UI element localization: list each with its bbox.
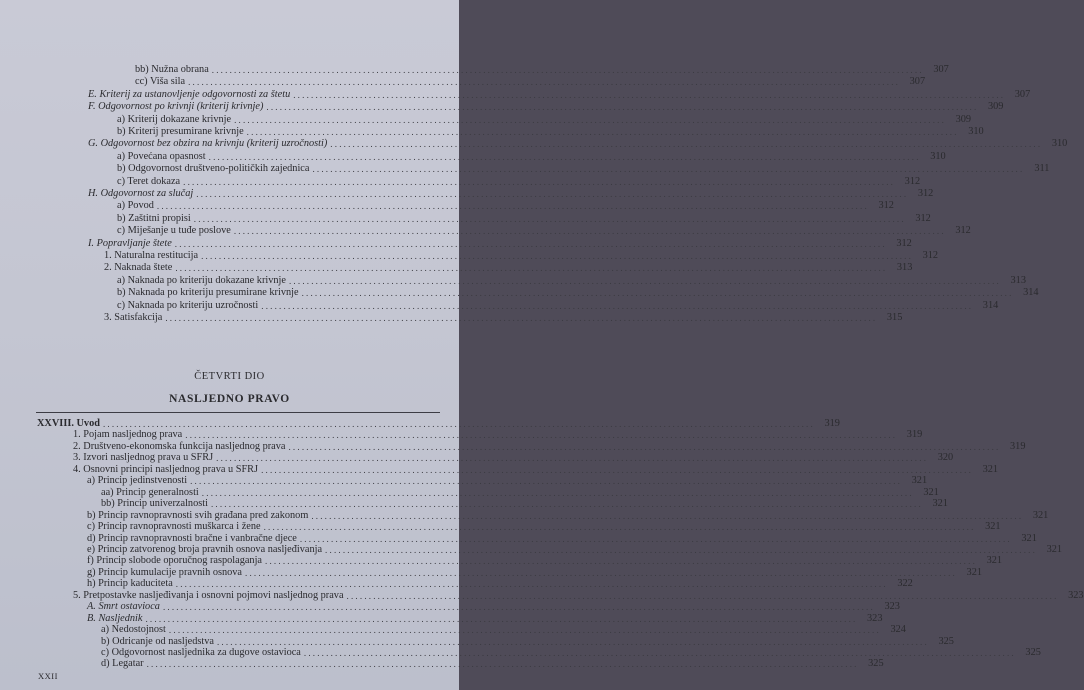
dot-leader: ................................................................................................................................................................ [288,275,1001,286]
dot-leader: ................................................................................................................................................................ [325,544,1038,555]
dot-leader: ................................................................................................................................................................ [234,114,947,125]
toc-entry-title: 1. Naturalna restitucija [104,250,199,261]
toc-entry-page: 312 [922,250,939,261]
toc-entry-title: 2. Društveno-ekonomska funkcija nasljednog prava [73,440,286,452]
toc-entry-page: 321 [911,475,928,487]
toc-entry-title: I. Popravljanje štete [88,237,172,249]
toc-entry-title: c) Princip ravnopravnosti muškarca i žene [87,521,261,533]
toc-entry [117,175,921,188]
toc-entry [87,543,1063,556]
toc-entry [117,225,971,237]
toc-entry [117,126,984,138]
toc-entry [73,463,999,476]
toc-entry [87,509,1049,522]
dot-leader: ................................................................................................................................................................ [288,441,1001,452]
dot-leader: ................................................................................................................................................................ [156,201,869,212]
dot-leader: ................................................................................................................................................................ [208,151,921,162]
toc-entry [87,475,928,487]
part-title: NASLJEDNO PRAVO [169,393,290,405]
dot-leader: ................................................................................................................................................................ [301,288,1014,299]
toc-entry [135,64,949,76]
dot-leader: ................................................................................................................................................................ [265,556,978,567]
dot-leader: ................................................................................................................................................................ [266,102,979,113]
toc-entry [87,612,883,625]
toc-entry [73,440,1026,453]
toc-entry-page: 312 [915,212,931,224]
dot-leader: ................................................................................................................................................................ [233,226,946,237]
toc-entry [87,601,900,613]
toc-entry-title: e) Princip zatvorenog broja pravnih osnova nasljeđivanja [87,543,323,555]
toc-entry [104,262,913,274]
dot-leader: ................................................................................................................................................................ [245,567,957,578]
toc-entry [117,212,931,225]
toc-entry-title: c) Teret dokaza [117,175,181,187]
toc-entry [101,624,906,636]
dot-leader: ................................................................................................................................................................ [303,648,1016,658]
toc-entry-page: 321 [1032,509,1049,521]
toc-entry-page: 307 [1014,88,1031,100]
toc-entry-title: A. Smrt ostavioca [87,601,160,613]
toc-entry-page: 321 [923,486,939,498]
footer-page-number: XXII [38,671,58,681]
heading-rule [36,412,440,413]
toc-entry-page: 321 [986,555,1003,567]
toc-entry-title: XXVIII. Uvod [37,418,100,429]
toc-entry-page: 313 [1010,274,1026,286]
toc-entry-title: g) Princip kumulacije pravnih osnova [87,566,242,578]
toc-entry [117,274,1026,287]
toc-entry-title: G. Odgovornost bez obzira na krivnju (kriterij uzročnosti) [88,138,328,150]
dot-leader: ................................................................................................................................................................ [216,636,929,647]
toc-entry-page: 319 [906,429,923,441]
dot-leader: ................................................................................................................................................................ [165,313,878,323]
toc-entry-page: 313 [896,262,913,274]
toc-entry-title: 3. Satisfakcija [104,312,163,323]
toc-entry-title: 5. Pretpostavke nasljeđivanja i osnovni pojmovi nasljednog prava [73,589,344,601]
toc-entry [88,101,1004,113]
dot-leader: ................................................................................................................................................................ [190,476,903,487]
toc-entry [117,163,1050,175]
toc-entry-title: a) Povod [117,200,154,212]
dot-leader: ................................................................................................................................................................ [201,487,914,498]
toc-entry-title: d) Legatar [101,658,144,670]
dot-leader: ................................................................................................................................................................ [175,579,888,590]
toc-entry-page: 325 [938,635,954,647]
dot-leader: ................................................................................................................................................................ [183,176,896,187]
toc-entry [87,555,1003,567]
dot-leader: ................................................................................................................................................................ [261,464,974,475]
toc-entry-page: 323 [1068,589,1084,601]
dot-leader: ................................................................................................................................................................ [246,127,959,137]
part-heading: ČETVRTI DIO [194,371,265,382]
toc-entry-page: 310 [1051,138,1068,150]
toc-entry-title: d) Princip ravnopravnosti bračne i vanbračne djece [87,532,297,544]
toc-entry-page: 321 [982,463,999,475]
toc-entry-page: 324 [890,624,906,636]
toc-entry-page: 319 [1010,440,1026,452]
toc-entry [73,589,1084,602]
toc-entry [101,486,939,499]
toc-entry-title: b) Naknada po kriteriju presumirane krivnje [117,287,299,299]
toc-entry-title: b) Kriterij presumirane krivnje [117,126,244,137]
toc-entry-title: a) Povećana opasnost [117,150,206,162]
toc-entry-title: b) Odgovornost društveno-političkih zajednica [117,163,310,175]
toc-entry [117,299,999,312]
toc-entry-title: B. Nasljednik [87,612,143,624]
toc-entry-title: 3. Izvori nasljednog prava u SFRJ [73,452,214,464]
toc-entry-page: 322 [897,578,913,590]
toc-entry-page: 321 [966,566,982,578]
toc-entry [117,200,894,212]
dot-leader: ................................................................................................................................................................ [174,238,887,249]
toc-entry [101,658,884,670]
toc-entry-title: h) Princip kaduciteta [87,578,173,590]
toc-entry-title: a) Princip jedinstvenosti [87,475,188,487]
dot-leader: ................................................................................................................................................................ [261,300,974,311]
dot-leader: ................................................................................................................................................................ [346,590,1059,601]
toc-entry-page: 325 [868,658,884,670]
toc-entry-title: H. Odgovornost za slučaj [88,188,194,199]
toc-entry-page: 312 [878,200,894,212]
toc-entry-page: 323 [884,601,900,613]
toc-entry [88,88,1031,101]
toc-entry [101,498,948,510]
toc-entry-page: 319 [824,418,840,429]
toc-entry-page: 315 [886,312,903,323]
toc-entry-page: 312 [904,175,921,187]
toc-entry [104,250,939,262]
toc-entry-title: a) Nedostojnost [101,624,166,636]
toc-entry [37,418,840,430]
toc-entry-title: bb) Nužna obrana [135,64,209,75]
toc-entry-title: E. Kriterij za ustanovljenje odgovornosti za štetu [88,88,291,100]
toc-entry [88,138,1068,150]
dot-leader: ................................................................................................................................................................ [168,625,881,636]
toc-entry-page: 311 [1034,163,1050,175]
dot-leader: ................................................................................................................................................................ [145,613,858,624]
toc-entry [87,521,1001,533]
toc-entry-title: 1. Pojam nasljednog prava [73,429,183,441]
toc-entry [87,566,982,579]
dot-leader: ................................................................................................................................................................ [330,139,1043,150]
toc-entry [87,578,913,590]
dot-leader: ................................................................................................................................................................ [263,522,976,533]
dot-leader: ................................................................................................................................................................ [211,65,924,75]
toc-entry-title: 2. Naknada štete [104,262,173,274]
dot-leader: ................................................................................................................................................................ [188,77,901,88]
dot-leader: ................................................................................................................................................................ [216,453,929,464]
dot-leader: ................................................................................................................................................................ [312,164,1025,175]
toc-entry-title: c) Naknada po kriteriju uzročnosti [117,299,259,311]
toc-entry-title: 4. Osnovni principi nasljednog prava u SFRJ [73,463,259,475]
toc-entry [88,188,934,200]
toc-entry-title: F. Odgovornost po krivnji (kriterij krivnje) [88,101,264,113]
toc-entry [101,635,954,648]
toc-entry [117,113,972,126]
dot-leader: ................................................................................................................................................................ [299,533,1012,544]
toc-entry [117,287,1039,299]
toc-entry-title: b) Zaštitni propisi [117,212,191,224]
toc-entry-page: 321 [985,521,1001,533]
toc-entry-page: 314 [1023,287,1039,299]
toc-entry-page: 307 [909,76,926,88]
toc-entry [88,237,912,250]
toc-entry [135,76,926,88]
dot-leader: ................................................................................................................................................................ [175,263,888,274]
toc-entry-page: 325 [1025,647,1041,658]
toc-entry-page: 323 [867,612,883,624]
toc-entry-page: 312 [896,237,912,249]
toc-entry-page: 312 [917,188,934,199]
toc-entry-page: 309 [955,113,972,125]
toc-entry [101,647,1041,659]
toc-entry-page: 310 [968,126,984,137]
toc-entry-title: bb) Princip univerzalnosti [101,498,208,510]
toc-entry-title: a) Kriterij dokazane krivnje [117,113,232,125]
toc-entry [73,452,954,464]
dot-leader: ................................................................................................................................................................ [102,419,815,429]
dot-leader: ................................................................................................................................................................ [311,510,1024,521]
dot-leader: ................................................................................................................................................................ [196,189,909,199]
toc-entry-title: b) Odricanje od nasljedstva [101,635,214,647]
toc-entry [73,429,923,441]
dot-leader: ................................................................................................................................................................ [193,213,906,224]
toc-entry-title: f) Princip slobode oporučnog raspolaganja [87,555,263,567]
dot-leader: ................................................................................................................................................................ [162,602,875,613]
toc-entry [87,532,1037,545]
dot-leader: ................................................................................................................................................................ [185,430,898,441]
toc-entry-title: b) Princip ravnopravnosti svih građana pred zakonom [87,509,309,521]
toc-entry-page: 309 [987,101,1004,113]
toc-entry-page: 320 [937,452,954,464]
toc-entry-title: aa) Princip generalnosti [101,486,199,498]
dot-leader: ................................................................................................................................................................ [146,659,859,670]
toc-entry [117,150,946,163]
toc-entry-title: c) Odgovornost nasljednika za dugove ostavioca [101,647,301,658]
toc-entry [104,312,903,324]
toc-entry-page: 321 [1021,532,1037,544]
toc-entry-title: c) Miješanje u tuđe poslove [117,225,231,237]
dot-leader: ................................................................................................................................................................ [210,499,923,510]
toc-entry-title: a) Naknada po kriteriju dokazane krivnje [117,274,286,286]
dot-leader: ................................................................................................................................................................ [201,251,914,261]
toc-entry-page: 321 [1046,543,1063,555]
toc-entry-page: 314 [982,299,999,311]
dot-leader: ................................................................................................................................................................ [293,89,1006,100]
toc-entry-page: 321 [932,498,948,510]
toc-entry-page: 312 [955,225,971,237]
toc-entry-page: 307 [933,64,949,75]
toc-entry-page: 310 [930,150,946,162]
toc-entry-title: cc) Viša sila [135,76,186,88]
